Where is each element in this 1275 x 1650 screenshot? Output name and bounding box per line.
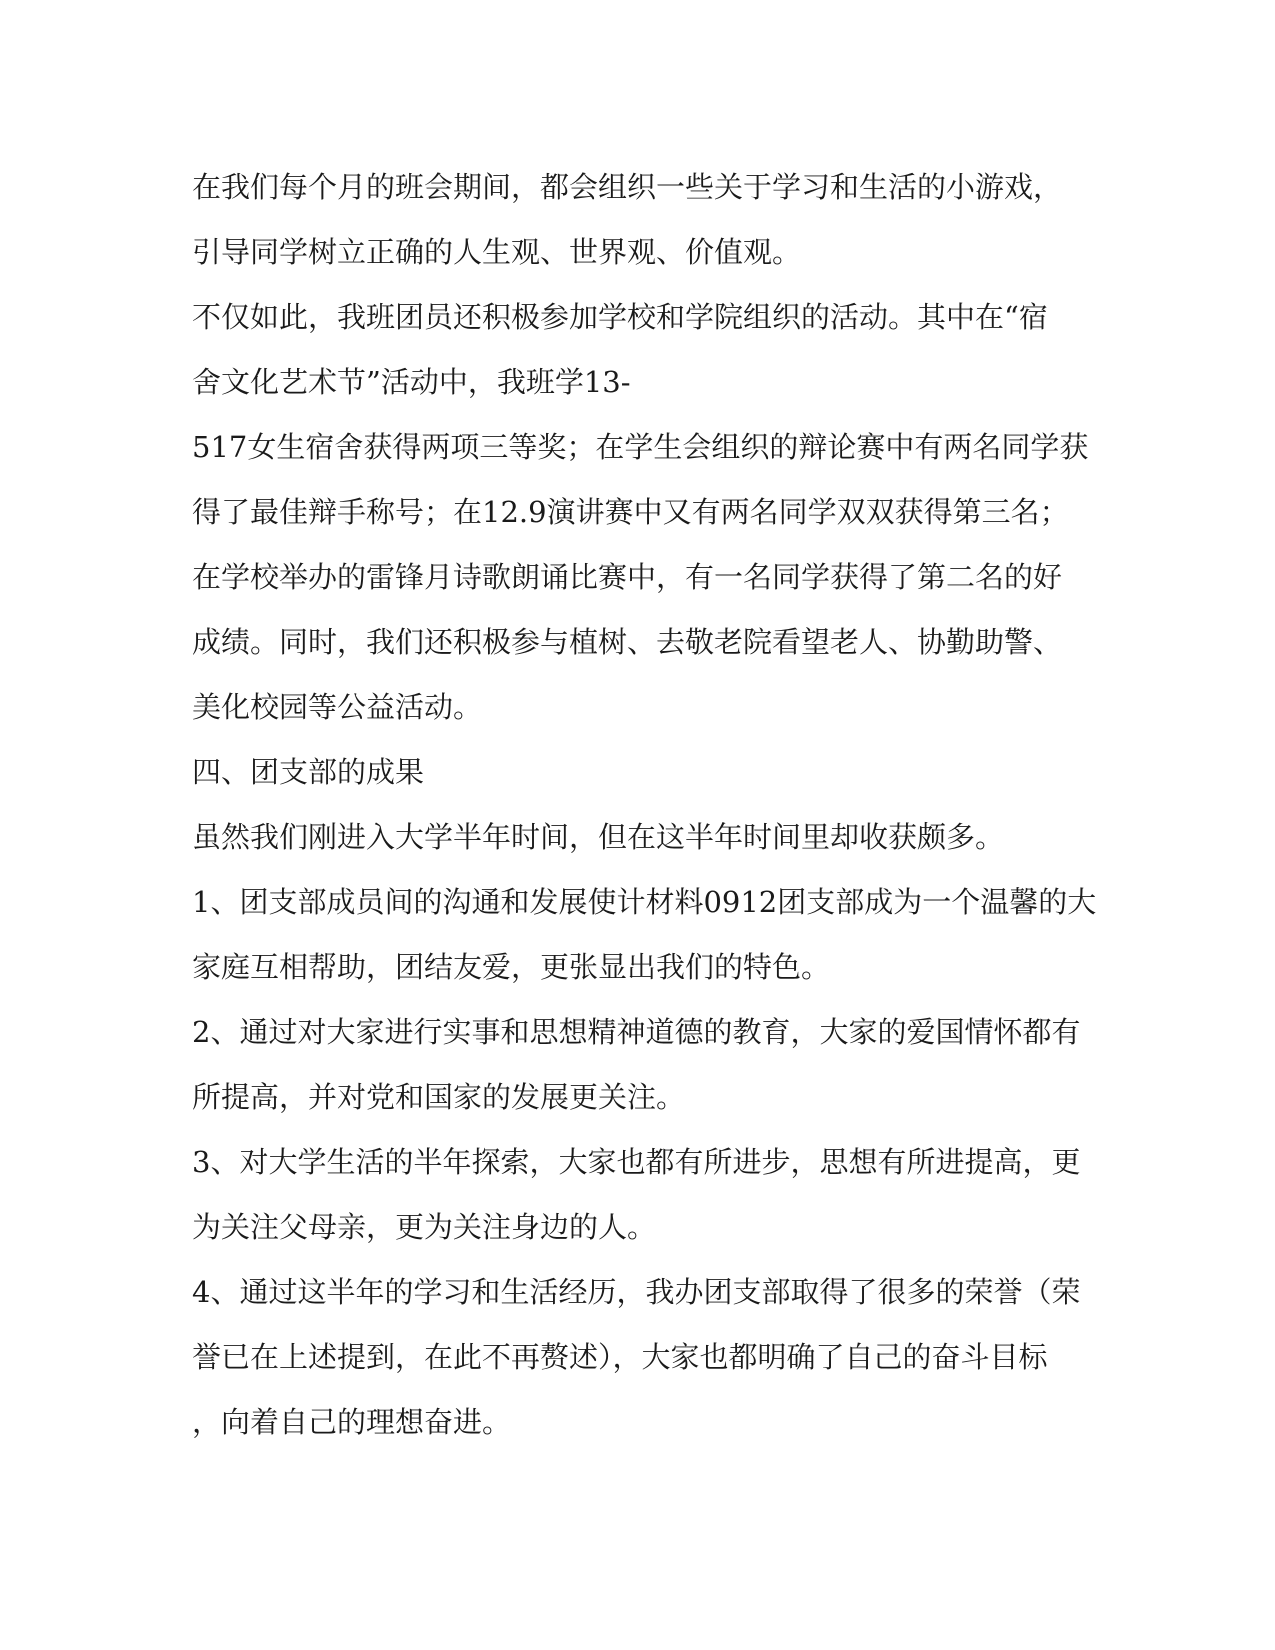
text-line: 517女生宿舍获得两项三等奖；在学生会组织的辩论赛中有两名同学获 [192,430,1089,464]
list-item-line: ，向着自己的理想奋进。 [192,1405,512,1439]
list-item-line: 2、通过对大家进行实事和思想精神道德的教育，大家的爱国情怀都有 [192,1015,1081,1049]
text-line: 虽然我们刚进入大学半年时间，但在这半年时间里却收获颇多。 [192,820,1005,854]
list-item-line: 3、对大学生活的半年探索，大家也都有所进步，思想有所进提高，更 [192,1145,1081,1179]
list-item-line: 所提高，并对党和国家的发展更关注。 [192,1080,686,1114]
document-body [192,155,1097,1455]
list-item-line: 家庭互相帮助，团结友爱，更张显出我们的特色。 [192,950,831,984]
list-item-line: 4、通过这半年的学习和生活经历，我办团支部取得了很多的荣誉（荣 [192,1275,1081,1309]
text-line: 不仅如此，我班团员还积极参加学校和学院组织的活动。其中在“宿 [192,300,1048,334]
text-line: 引导同学树立正确的人生观、世界观、价值观。 [192,235,802,269]
text-line: 在学校举办的雷锋月诗歌朗诵比赛中，有一名同学获得了第二名的好 [192,560,1063,594]
text-line: 舍文化艺术节”活动中，我班学13- [192,365,631,399]
text-line: 成绩。同时，我们还积极参与植树、去敬老院看望老人、协勤助警、 [192,625,1063,659]
text-line: 在我们每个月的班会期间，都会组织一些关于学习和生活的小游戏， [192,170,1063,204]
list-item-line: 1、团支部成员间的沟通和发展使计材料0912团支部成为一个温馨的大 [192,885,1097,919]
text-line: 美化校园等公益活动。 [192,690,483,724]
list-item-line: 为关注父母亲，更为关注身边的人。 [192,1210,657,1244]
section-heading: 四、团支部的成果 [192,755,425,789]
text-line: 得了最佳辩手称号；在12.9演讲赛中又有两名同学双双获得第三名； [192,495,1069,529]
list-item-line: 誉已在上述提到，在此不再赘述），大家也都明确了自己的奋斗目标 [192,1340,1048,1374]
